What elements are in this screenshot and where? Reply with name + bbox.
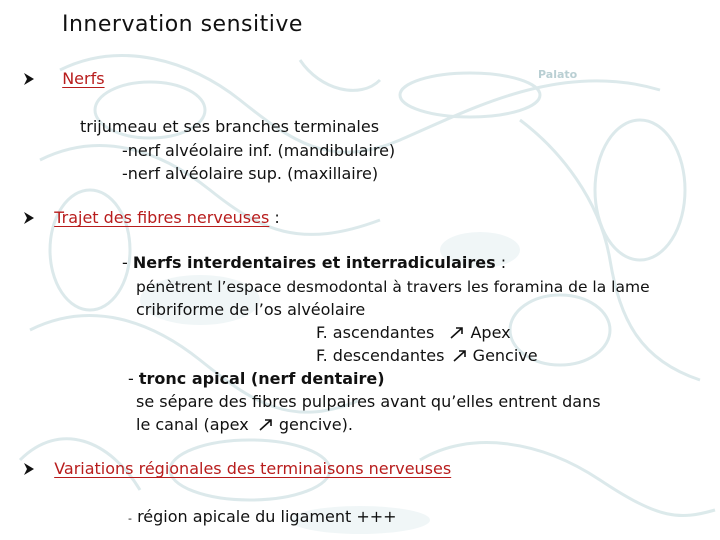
item-dash: - [122, 253, 133, 272]
section-heading-nerfs: Nerfs [62, 69, 105, 88]
diagonal-arrow-icon [452, 346, 473, 365]
item-region-apicale [128, 507, 397, 529]
nerfs-line-2: -nerf alvéolaire inf. (mandibulaire) [122, 141, 396, 160]
item-text-region-apicale: région apicale du ligament +++ [137, 507, 397, 526]
tronc-apical-line-2: se sépare des fibres pulpaires avant qu’elles entrent dans [136, 392, 601, 411]
arrow-bullet-icon [22, 69, 43, 88]
slide-title: Innervation sensitive [62, 12, 303, 37]
watermark-label: Palato [538, 68, 578, 81]
item-interdentaires [122, 253, 506, 273]
item-dash: - [128, 512, 132, 525]
ascending-fibres-label: F. ascendantes [316, 323, 435, 342]
ascending-fibres-target: Apex [470, 323, 511, 342]
item-label-tronc-apical: tronc apical (nerf dentaire) [138, 369, 385, 388]
diagonal-arrow-icon [258, 415, 279, 434]
diagonal-arrow-icon [449, 323, 470, 342]
section-variations [22, 459, 451, 479]
section-heading-trajet: Trajet des fibres nerveuses [54, 208, 270, 227]
tronc-apical-line-3 [136, 415, 353, 435]
arrow-bullet-icon [22, 459, 43, 478]
section-nerfs [22, 69, 105, 89]
descending-fibres-target: Gencive [472, 346, 538, 365]
item-dash: - [128, 369, 139, 388]
interdentaires-line-3: cribriforme de l’os alvéolaire [136, 300, 366, 319]
section-heading-variations: Variations régionales des terminaisons nerveuses [54, 459, 452, 478]
nerfs-line-1: trijumeau et ses branches terminales [80, 117, 380, 136]
item-label-interdentaires: Nerfs interdentaires et interradiculaires [132, 253, 496, 272]
descending-fibres-row [316, 346, 538, 366]
descending-fibres-label: F. descendantes [316, 346, 445, 365]
tronc-apical-line-3a: le canal (apex [136, 415, 249, 434]
tronc-apical-line-3b: gencive). [278, 415, 353, 434]
item-tronc-apical [128, 369, 385, 389]
item-label-suffix: : [495, 253, 507, 272]
section-heading-trajet-suffix: : [269, 208, 280, 227]
section-trajet [22, 208, 280, 228]
interdentaires-line-2: pénètrent l’espace desmodontal à travers les foramina de la lame [136, 278, 650, 296]
ascending-fibres-row [316, 323, 511, 343]
nerfs-line-3: -nerf alvéolaire sup. (maxillaire) [122, 164, 379, 183]
arrow-bullet-icon [22, 208, 43, 227]
